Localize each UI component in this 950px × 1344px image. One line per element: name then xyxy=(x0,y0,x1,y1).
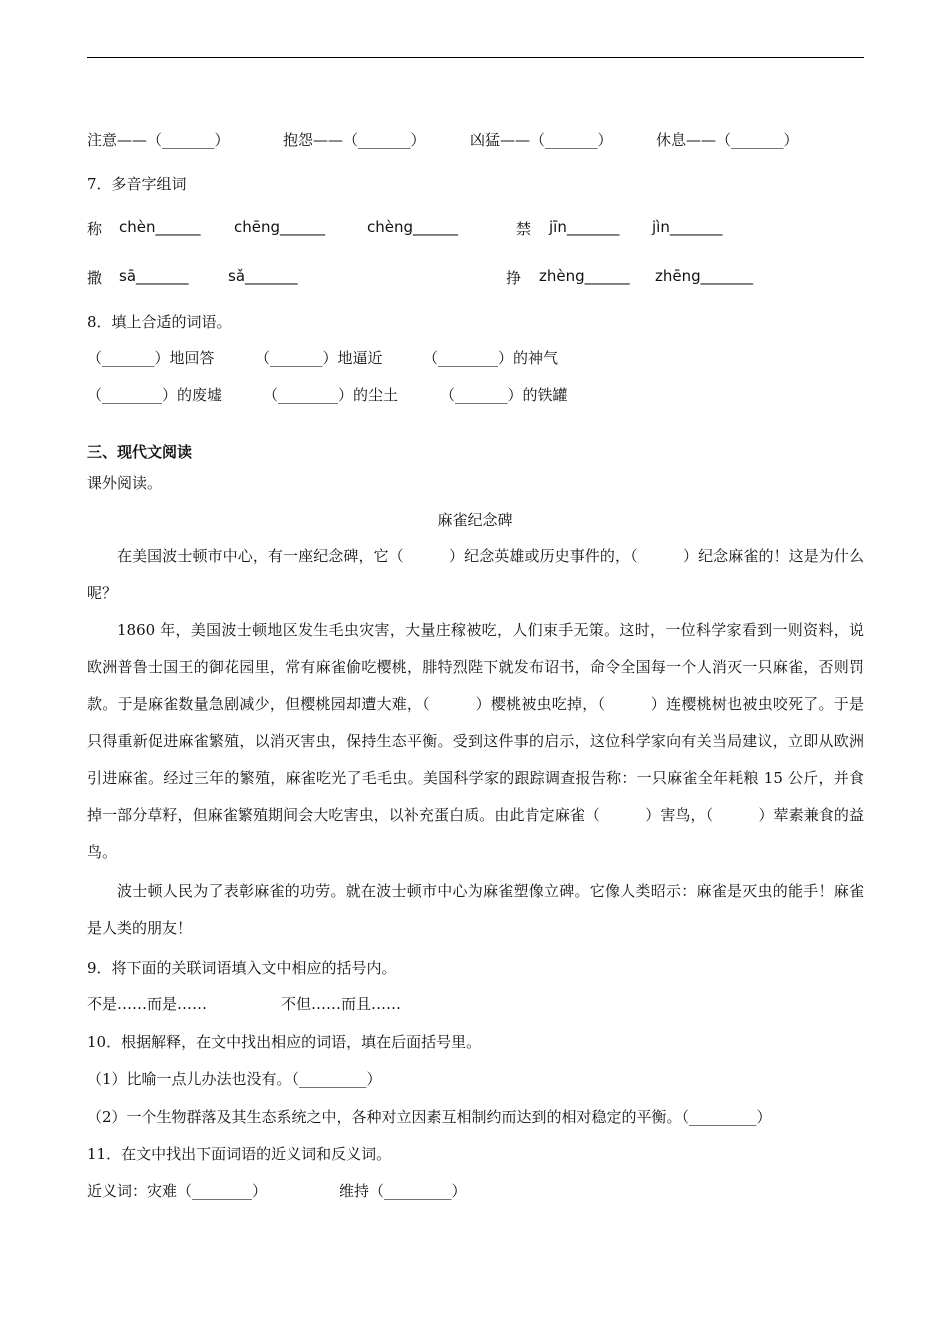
passage-paragraph-1: 在美国波士顿市中心，有一座纪念碑，它（ ）纪念英雄或历史事件的，（ ）纪念麻雀的！这是为什么呢？ xyxy=(87,547,864,602)
q10-item-1: （1）比喻一点儿办法也没有。（_________） xyxy=(87,1070,382,1088)
q7-pinyin-cheng1: chēng______ xyxy=(234,218,326,236)
q7-pinyin-cheng4: chèng______ xyxy=(367,218,459,236)
q7-pinyin-jin4: jìn_______ xyxy=(652,218,723,236)
q7-title: 7．多音字组词 xyxy=(87,175,187,193)
passage-paragraph-3: 波士顿人民为了表彰麻雀的功劳。就在波士顿市中心为麻雀塑像立碑。它像人类昭示：麻雀是灭虫的能手！麻雀是人类的朋友！ xyxy=(87,882,864,937)
q9-option-2: 不但……而且…… xyxy=(281,995,402,1013)
q7-pinyin-sa3: sǎ_______ xyxy=(228,267,298,285)
q6-item-3: 凶猛——（_______） xyxy=(470,131,613,149)
q6-item-2: 抱怨——（_______） xyxy=(283,131,426,149)
q7-char-sa: 撒 xyxy=(87,269,103,287)
q11-synonym-1: 近义词：灾难（________） xyxy=(87,1182,268,1200)
q9-option-1: 不是……而是…… xyxy=(87,995,208,1013)
q9-title: 9．将下面的关联词语填入文中相应的括号内。 xyxy=(87,959,397,977)
q7-pinyin-zheng1: zhēng_______ xyxy=(655,267,754,285)
passage-paragraph-2: 1860 年，美国波士顿地区发生毛虫灾害，大量庄稼被吃，人们束手无策。这时，一位科学家看到一则资料，说欧洲普鲁士国王的御花园里，常有麻雀偷吃樱桃，腓特烈陛下就发布诏书，命令全国每一个人消灭一只麻雀，否则罚款。于是麻雀数量急剧减少，但樱桃园却遭大难，（ ）樱桃被虫吃掉，（ ）连樱桃树也被虫咬死了。于是只得重新促进麻雀繁殖，以消灭害虫，保持生态平衡。受到这件事的启示，这位科学家向有关当局建议，立即从欧洲引进麻雀。经过三年的繁殖，麻雀吃光了毛毛虫。美国科学家的跟踪调查报告称：一只麻雀全年耗粮 15 公斤，并食掉一部分草籽，但麻雀繁殖期间会大吃害虫，以补充蛋白质。由此肯定麻雀（ ）害鸟，（ ）荤素兼食的益鸟。 xyxy=(87,621,864,861)
q8-item-4: （________）的废墟 xyxy=(87,386,223,404)
q7-pinyin-jin1: jīn_______ xyxy=(549,218,620,236)
q8-item-5: （________）的尘土 xyxy=(263,386,399,404)
header-rule xyxy=(87,57,864,58)
section-subheading: 课外阅读。 xyxy=(87,474,163,492)
q7-pinyin-chen4: chèn______ xyxy=(119,218,201,236)
section-heading: 三、现代文阅读 xyxy=(87,443,193,461)
q8-title: 8．填上合适的词语。 xyxy=(87,313,232,331)
q11-title: 11．在文中找出下面词语的近义词和反义词。 xyxy=(87,1145,392,1163)
q8-item-3: （________）的神气 xyxy=(423,349,559,367)
q8-item-6: （_______）的铁罐 xyxy=(440,386,568,404)
q8-item-2: （_______）地逼近 xyxy=(255,349,383,367)
q6-item-1: 注意——（_______） xyxy=(87,131,230,149)
q7-char-zheng: 挣 xyxy=(506,269,522,287)
passage-title: 麻雀纪念碑 xyxy=(437,511,513,529)
q7-char-jin: 禁 xyxy=(516,220,532,238)
q7-char-chen: 称 xyxy=(87,220,103,238)
q10-title: 10．根据解释，在文中找出相应的词语，填在后面括号里。 xyxy=(87,1033,482,1051)
q7-pinyin-sa1: sā_______ xyxy=(119,267,189,285)
q8-item-1: （_______）地回答 xyxy=(87,349,215,367)
q7-pinyin-zheng4: zhèng______ xyxy=(539,267,630,285)
q6-item-4: 休息——（_______） xyxy=(656,131,799,149)
q10-item-2: （2）一个生物群落及其生态系统之中，各种对立因素互相制约而达到的相对稳定的平衡。（_________） xyxy=(87,1108,772,1126)
q11-synonym-2: 维持（_________） xyxy=(339,1182,467,1200)
